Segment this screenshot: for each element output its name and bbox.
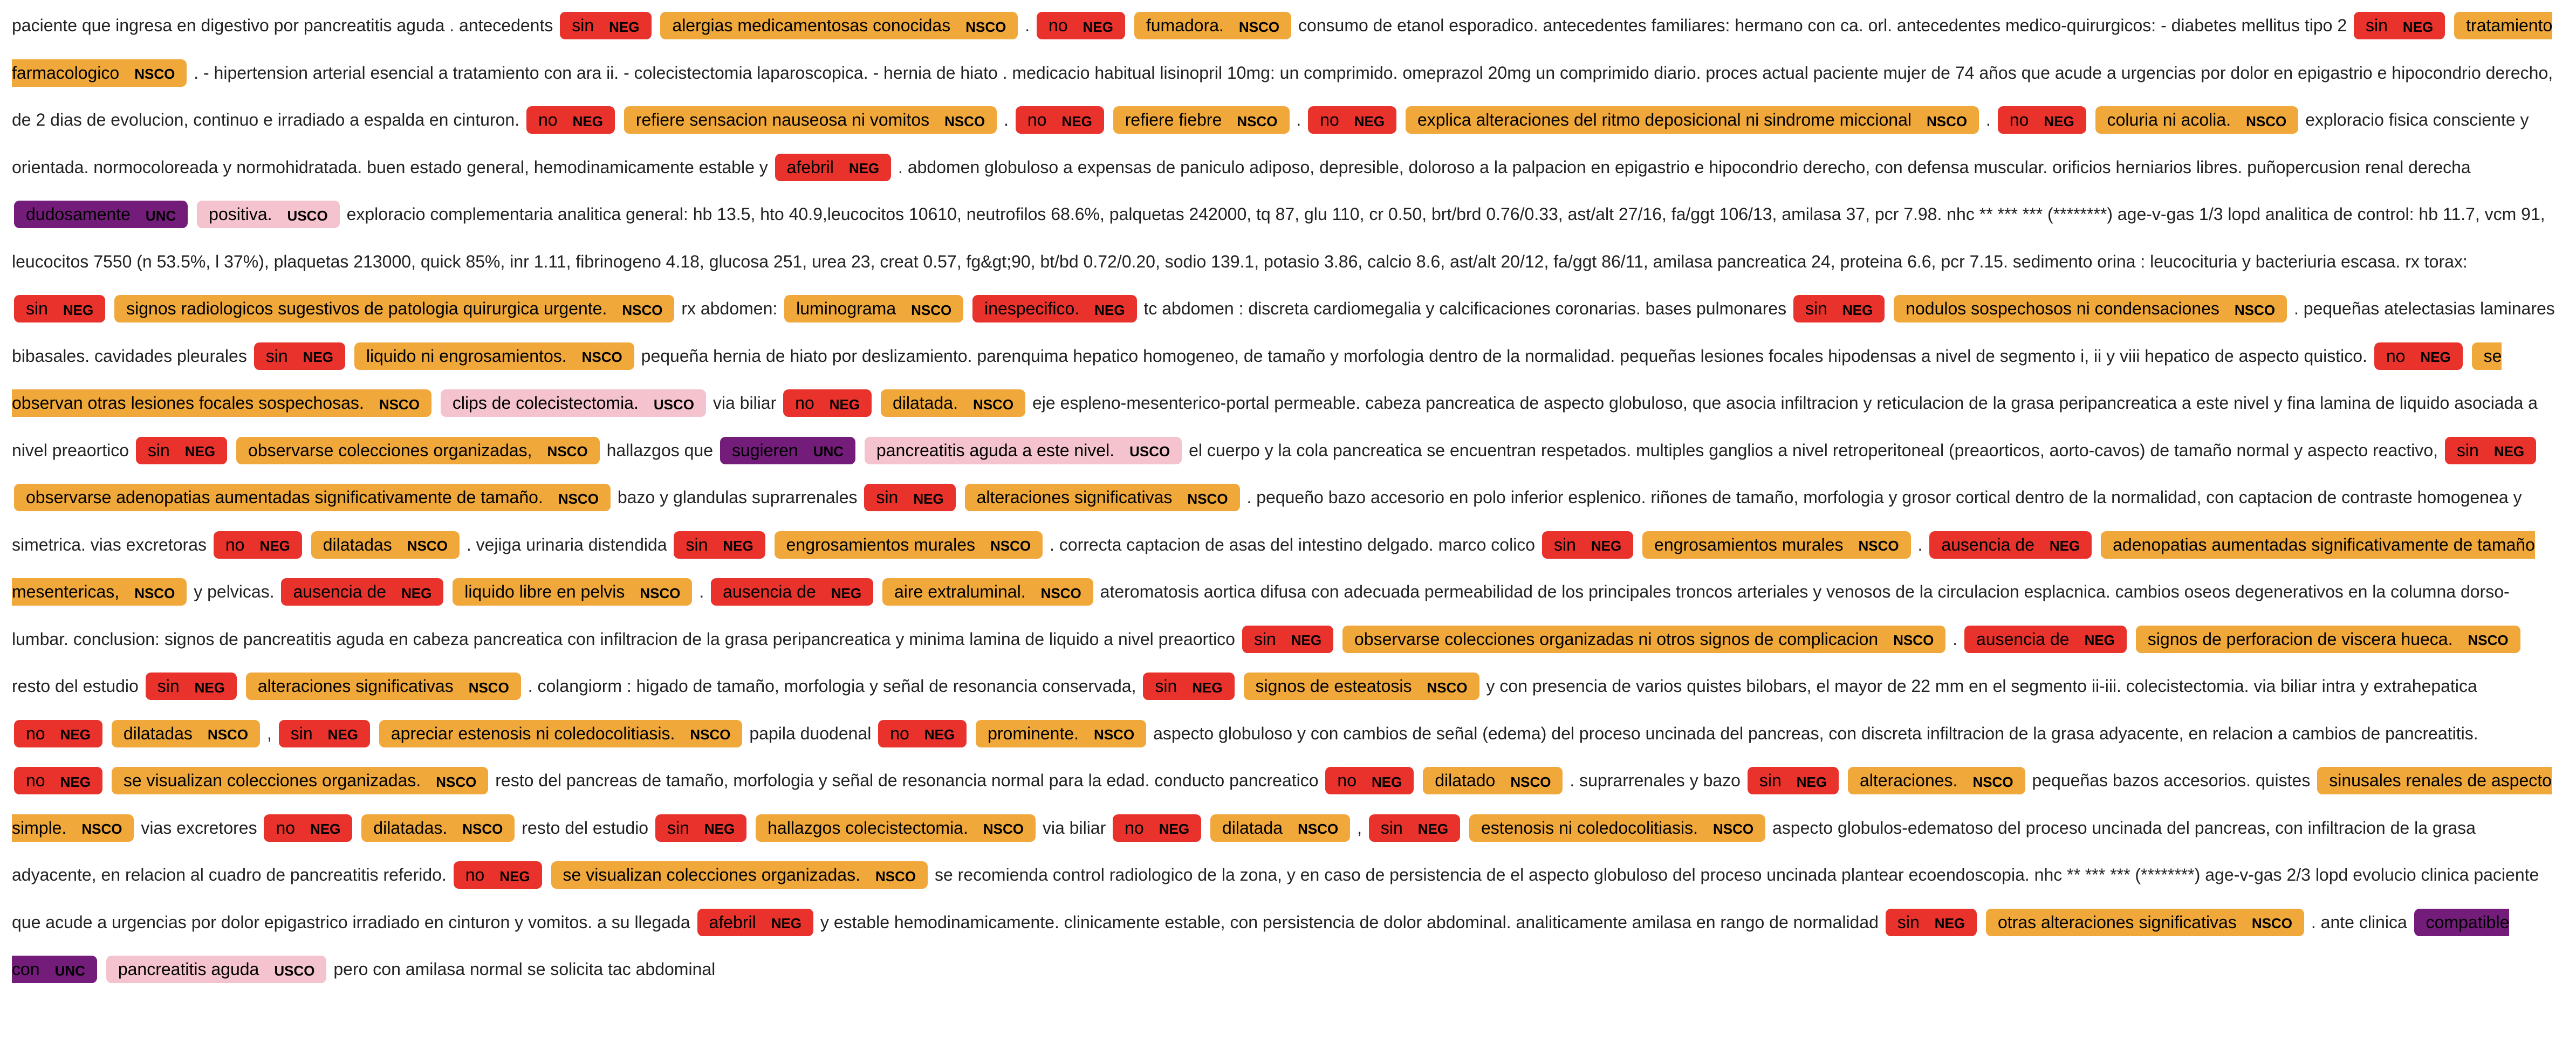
entity-mark-nsco [976,720,1146,747]
entity-label: NEG [2402,18,2434,35]
entity-mark-nsco [379,720,743,747]
entity-text: sinusales renales de aspecto simple. [12,771,2552,838]
entity-label: NEG [609,18,640,35]
entity-text: afebril [786,157,834,177]
entity-label: NSCO [690,726,731,743]
entity-mark-neg [1016,106,1104,134]
entity-text: sin [147,440,170,460]
entity-label: NSCO [2234,301,2276,318]
plain-text: resto del estudio [12,676,143,696]
entity-label: NSCO [972,396,1014,413]
entity-label: NEG [2044,113,2074,129]
entity-mark-nsco [112,720,260,747]
plain-text: eje espleno-mesenterico-portal permeable. cabeza pancreatica de aspecto globuloso, que asocia infiltracion y reticulacion de la grasa peripancreatica a este nivel y fina lamina de liquido asociada a nivel preaortico [12,393,2538,460]
entity-label: NEG [1061,113,1092,129]
entity-label: NEG [924,726,955,743]
entity-mark-neg [1998,106,2086,134]
entity-mark-unc [14,201,188,228]
entity-text: fumadora. [1146,16,1224,35]
entity-label: NSCO [2246,113,2287,129]
entity-label: NEG [1796,773,1827,790]
entity-text: se visualizan colecciones organizadas. [563,865,860,884]
plain-text: . vejiga urinaria distendida [466,534,672,554]
entity-label: USCO [1129,443,1170,460]
entity-text: sin [1897,912,1920,932]
entity-mark-nsco [1423,767,1563,794]
entity-mark-neg [775,154,892,181]
entity-text: prominente. [988,723,1079,743]
entity-mark-neg [674,531,765,559]
entity-label: NEG [1417,821,1449,838]
plain-text: tc abdomen : discreta cardiomegalia y calcificaciones coronarias. bases pulmonares [1143,299,1792,318]
entity-mark-usco [865,437,1182,464]
entity-label: NSCO [1858,538,1899,554]
entity-text: sin [876,488,899,507]
entity-label: NSCO [983,821,1024,838]
entity-text: nodulos sospechosos ni condensaciones [1906,299,2219,318]
plain-text: el cuerpo y la cola pancreatica se encuentran respetados. multiples ganglios a nivel retroperitoneal (preaorticos, aorto-cavos) de tamaño normal y aspecto reactivo, [1189,440,2443,460]
entity-text: no [1337,771,1357,790]
entity-text: afebril [709,912,756,932]
entity-text: inespecifico. [984,299,1080,318]
entity-label: NSCO [558,490,599,507]
plain-text: paciente que ingresa en digestivo por pancreatitis aguda . antecedents [12,16,558,35]
plain-text: . suprarrenales y bazo [1570,771,1745,790]
entity-mark-neg [1542,531,1633,559]
entity-text: aire extraluminal. [894,582,1026,601]
entity-mark-nsco [965,484,1240,511]
entity-text: no [795,393,814,413]
entity-text: no [276,818,296,838]
plain-text: . [1025,16,1035,35]
entity-label: NSCO [640,585,681,601]
entity-label: UNC [813,443,844,460]
entity-mark-nsco [114,295,674,322]
entity-label: NEG [401,585,432,601]
plain-text: . abdomen globuloso a expensas de paniculo adiposo, depresible, doloroso a la palpacion en epigastrio e hipocondrio derecho, con defensa muscular. orificios herniarios libres. puñopercusion renal derecha [898,157,2471,177]
entity-label: NSCO [468,679,509,696]
entity-mark-usco [197,201,340,228]
entity-text: alergias medicamentosas conocidas [672,16,951,35]
entity-text: luminograma [796,299,896,318]
entity-label: NSCO [547,443,588,460]
entity-text: sin [26,299,48,318]
entity-text: engrosamientos murales [1654,534,1844,554]
entity-mark-neg [1929,531,2092,559]
entity-label: USCO [653,396,694,413]
entity-text: no [1125,818,1144,838]
entity-mark-nsco [551,861,928,889]
entity-label: NEG [831,585,862,601]
entity-mark-neg [146,673,237,700]
entity-text: no [890,723,909,743]
entity-mark-nsco [112,767,489,794]
entity-mark-neg [279,720,370,747]
entity-label: NSCO [622,301,663,318]
plain-text: rx abdomen: [681,299,783,318]
plain-text: resto del pancreas de tamaño, morfologia y señal de resonancia normal para la edad. conducto pancreatico [495,771,1324,790]
entity-label: NSCO [207,726,249,743]
entity-mark-nsco [354,342,634,370]
entity-label: NSCO [1238,18,1280,35]
entity-mark-neg [254,342,345,370]
plain-text: aspecto globulos-edematoso del proceso uncinada del pancreas, con infiltracion de la grasa adyacente, en relacion al cuadro de pancreatitis referido. [12,818,2476,884]
entity-text: no [2386,346,2406,366]
entity-mark-neg [864,484,955,511]
entity-mark-nsco [2095,106,2299,134]
entity-text: ausencia de [723,582,816,601]
entity-mark-nsco [1134,12,1291,39]
plain-text: ateromatosis aortica difusa con adecuada permeabilidad de los principales troncos arteriales y venosos de la circulacion esplacnica. cambios oseos degenerativos en la columna dorso-lumbar. conclusion: signos de pancreatitis aguda en cabeza pancreatica con infiltracion de la grasa peripancreatica y minima lamina de liquido a nivel preaortico [12,582,2510,649]
entity-text: ausencia de [293,582,387,601]
entity-text: dilatado [1435,771,1496,790]
plain-text: exploracio fisica consciente y orientada. normocoloreada y normohidratada. buen estado general, hemodinamicamente estable y [12,110,2529,177]
entity-label: NSCO [1712,821,1754,838]
entity-text: coluria ni acolia. [2107,110,2231,129]
entity-mark-neg [2354,12,2445,39]
plain-text: pequeñas bazos accesorios. quistes [2032,771,2315,790]
entity-text: signos de perforacion de viscera hueca. [2147,629,2453,649]
entity-text: engrosamientos murales [786,534,976,554]
entity-label: NSCO [944,113,985,129]
entity-label: NEG [63,301,94,318]
entity-text: pancreatitis aguda a este nivel. [876,440,1115,460]
plain-text: . [1917,534,1928,554]
entity-label: NSCO [1927,113,1968,129]
plain-text: . pequeño bazo accesorio en polo inferior esplenico. riñones de tamaño, morfologia y grosor cortical dentro de la normalidad, con captacion de contraste homogenea y simetrica. vias excretoras [12,488,2522,554]
plain-text: y estable hemodinamicamente. clinicamente estable, con persistencia de dolor abdominal. analiticamente amilasa en rango de normalidad [820,912,1883,932]
entity-label: NSCO [1893,632,1934,649]
plain-text: , [266,723,277,743]
entity-mark-neg [14,295,105,322]
entity-label: NSCO [581,349,622,366]
entity-mark-neg [2374,342,2463,370]
entity-label: NSCO [1040,585,1081,601]
entity-label: NEG [1159,821,1190,838]
entity-label: NEG [771,915,802,932]
plain-text: se recomienda control radiologico de la zona, y en caso de persistencia de el aspecto globuloso del proceso uncinada plantear ecoendoscopia. nhc ** *** *** (********) age-v-gas 2/3 lopd evolucio clinica paciente que acude a urgencias por dolor epigastrico irradiado en cinturon y vomitos. a su llegada [12,865,2539,932]
plain-text: pero con amilasa normal se solicita tac abdominal [333,959,716,979]
entity-text: sin [2366,16,2388,35]
entity-label: NEG [913,490,944,507]
plain-text: . [1986,110,1996,129]
entity-label: NSCO [1187,490,1228,507]
entity-mark-nsco [1406,106,1979,134]
entity-label: NEG [1842,301,1873,318]
entity-text: sin [1759,771,1782,790]
entity-mark-nsco [311,531,460,559]
entity-text: no [26,723,45,743]
entity-label: NEG [1192,679,1223,696]
entity-text: sin [290,723,313,743]
entity-text: no [1320,110,1339,129]
plain-text: y pelvicas. [194,582,279,601]
entity-mark-nsco [14,484,611,511]
entity-mark-nsco [1848,767,2025,794]
entity-label: NEG [572,113,603,129]
plain-text: aspecto globuloso y con cambios de señal (edema) del proceso uncinada del pancreas, con discreta infiltracion de la grasa adyacente, en relacion a cambios de pancreatitis. [1153,723,2478,743]
entity-mark-nsco [1986,909,2304,936]
entity-label: NEG [259,538,290,554]
entity-mark-nsco [1469,814,1765,842]
entity-text: observarse colecciones organizadas ni otros signos de complicacion [1354,629,1879,649]
entity-label: NEG [310,821,341,838]
entity-mark-neg [1964,626,2127,653]
plain-text: pequeña hernia de hiato por deslizamiento. parenquima hepatico homogeneo, de tamaño y morfologia dentro de la normalidad. pequeñas lesiones focales hipodensas a nivel de segmento i, ii y viii hepatico de aspecto quistico. [641,346,2372,366]
entity-mark-nsco [784,295,963,322]
entity-mark-usco [441,389,706,417]
plain-text: . correcta captacion de asas del intestino delgado. marco colico [1050,534,1540,554]
entity-label: NSCO [1298,821,1339,838]
plain-text: hallazgos que [606,440,718,460]
entity-text: refiere fiebre [1125,110,1222,129]
entity-text: dilatadas [323,534,392,554]
entity-label: UNC [54,962,85,979]
plain-text: exploracio complementaria analitica general: hb 13.5, hto 40.9,leucocitos 10610, neutrofilos 68.6%, palquetas 242000, tq 87, glu 110, cr 0.50, brt/brd 0.76/0.33, ast/alt 27/16, fa/ggt 106/13, amilasa 37, pcr 7.98. nhc ** *** *** (********) age-v-gas 1/3 lopd analitica de control: hb 11.7, vcm 91, leucocitos 7550 (n 53.5%, l 37%), plaquetas 213000, quick 85%, inr 1.11, fibrinogeno 4.18, glucosa 251, urea 23, creat 0.57, fg&gt;90, bt/bd 0.72/0.20, sodio 139.1, potasio 3.86, calcio 8.6, ast/alt 20/12, fa/ggt 86/11, amilasa pancreatica 24, proteina 6.6, pcr 7.15. sedimento orina : leucocituria y bacteriuria escasa. rx torax: [12,204,2545,271]
plain-text: . colangiorm : higado de tamaño, morfologia y señal de resonancia conservada, [527,676,1141,696]
entity-mark-nsco [881,389,1025,417]
entity-label: NEG [60,773,91,790]
entity-mark-nsco [660,12,1018,39]
entity-text: ausencia de [1941,534,2034,554]
entity-mark-neg [1308,106,1396,134]
entity-label: USCO [274,962,315,979]
plain-text: . ante clinica [2311,912,2412,932]
plain-text: resto del estudio [522,818,653,838]
entity-text: liquido ni engrosamientos. [366,346,567,366]
entity-text: observarse adenopatias aumentadas significativamente de tamaño. [26,488,543,507]
entity-label: NSCO [1237,113,1278,129]
entity-text: adenopatias aumentadas significativamente de tamaño mesentericas, [12,534,2535,601]
plain-text: . [699,582,709,601]
entity-label: NEG [1291,632,1322,649]
entity-label: USCO [287,207,328,224]
entity-text: no [465,865,485,884]
entity-label: NSCO [134,585,175,601]
entity-mark-nsco [1210,814,1350,842]
entity-mark-neg [1143,673,1234,700]
entity-mark-neg [972,295,1136,322]
entity-text: hallazgos colecistectomia. [768,818,968,838]
entity-label: NEG [2420,349,2451,366]
entity-text: sin [686,534,708,554]
plain-text: vias excretores [141,818,262,838]
entity-mark-nsco [624,106,997,134]
entity-label: NSCO [990,538,1031,554]
entity-label: NSCO [1427,679,1468,696]
plain-text: , [1357,818,1367,838]
entity-text: sin [2456,440,2479,460]
entity-mark-neg [526,106,615,134]
entity-text: no [26,771,45,790]
entity-label: NSCO [134,66,175,83]
entity-text: dilatada [1222,818,1283,838]
entity-text: tratamiento farmacologico [12,16,2553,83]
plain-text: papila duodenal [749,723,876,743]
entity-mark-nsco [1642,531,1911,559]
entity-text: no [1049,16,1068,35]
entity-label: NEG [60,726,91,743]
entity-mark-nsco [775,531,1043,559]
entity-label: NEG [2084,632,2115,649]
entity-mark-neg [2445,437,2536,464]
entity-label: NSCO [2468,632,2509,649]
plain-text: y con presencia de varios quistes bilobars, el mayor de 22 mm en el segmento ii-iii. colecistectomia. via biliar intra y extrahepatica [1486,676,2477,696]
entity-mark-neg [655,814,746,842]
entity-label: NEG [1591,538,1622,554]
entity-text: signos de esteatosis [1255,676,1412,696]
entity-label: NSCO [462,821,503,838]
entity-label: NSCO [911,301,952,318]
entity-label: NEG [499,868,530,884]
entity-label: NEG [1083,18,1113,35]
entity-label: NEG [1094,301,1125,318]
entity-mark-nsco [1244,673,1479,700]
entity-label: NSCO [407,538,448,554]
entity-text: alteraciones significativas [257,676,454,696]
entity-text: sin [157,676,180,696]
entity-label: NEG [704,821,735,838]
entity-mark-neg [878,720,967,747]
entity-text: sin [1553,534,1576,554]
plain-text: via biliar [1042,818,1111,838]
entity-mark-nsco [246,673,521,700]
entity-mark-nsco [236,437,600,464]
entity-text: estenosis ni coledocolitiasis. [1481,818,1698,838]
entity-text: sin [1155,676,1177,696]
entity-text: no [1027,110,1047,129]
entity-mark-nsco [2136,626,2520,653]
entity-text: dilatada. [892,393,958,413]
plain-text: . - hipertension arterial esencial a tratamiento con ara ii. - colecistectomia laparoscopica. - hernia de hiato . medicacio habitual lisinopril 10mg: un comprimido. omeprazol 20mg un comprimido diario. proces actual paciente mujer de 74 años que acude a urgencias por dolor en epigastrio e hipocondrio derecho, de 2 dias de evolucion, continuo e irradiado a espalda en cinturon. [12,63,2553,129]
entity-text: sugieren [731,440,798,460]
entity-label: NEG [184,443,216,460]
entity-label: NSCO [1510,773,1551,790]
entity-label: NSCO [436,773,477,790]
entity-label: NEG [2493,443,2525,460]
entity-mark-neg [14,767,102,794]
plain-text: . [1004,110,1013,129]
entity-text: clips de colecistectomia. [452,393,639,413]
entity-mark-neg [1113,814,1201,842]
entity-text: sin [1380,818,1403,838]
entity-label: NEG [1354,113,1385,129]
entity-text: sin [265,346,288,366]
entity-mark-neg [454,861,542,889]
entity-mark-neg [264,814,352,842]
entity-text: pancreatitis aguda [118,959,259,979]
entity-mark-neg [1886,909,1977,936]
entity-mark-neg [783,389,872,417]
entity-text: signos radiologicos sugestivos de patologia quirurgica urgente. [126,299,607,318]
entity-label: NEG [848,160,880,177]
entity-mark-neg [281,578,443,606]
entity-text: dilatadas [123,723,193,743]
entity-text: compatible con [12,912,2510,979]
entity-mark-unc [720,437,855,464]
entity-text: sin [667,818,689,838]
entity-mark-usco [106,956,327,983]
entity-label: NEG [1372,773,1402,790]
entity-label: NEG [194,679,225,696]
entity-text: sin [572,16,594,35]
entity-text: ausencia de [1976,629,2070,649]
entity-text: alteraciones significativas [976,488,1173,507]
entity-label: NSCO [1094,726,1135,743]
entity-mark-nsco [1113,106,1290,134]
entity-text: sin [1805,299,1827,318]
entity-text: sin [1253,629,1276,649]
entity-label: UNC [145,207,176,224]
plain-text: . [1296,110,1306,129]
entity-mark-neg [1325,767,1414,794]
entity-mark-neg [711,578,873,606]
entity-text: alteraciones. [1860,771,1958,790]
plain-text: . pequeñas atelectasias laminares bibasales. cavidades pleurales [12,299,2555,366]
entity-mark-neg [1793,295,1885,322]
entity-label: NSCO [81,821,122,838]
entity-label: NEG [2049,538,2080,554]
entity-mark-neg [1369,814,1460,842]
entity-mark-nsco [756,814,1036,842]
entity-label: NSCO [875,868,916,884]
entity-mark-neg [214,531,302,559]
entity-text: observarse colecciones organizadas, [248,440,532,460]
entity-mark-neg [136,437,227,464]
plain-text: . [1952,629,1962,649]
entity-text: se observan otras lesiones focales sospechosas. [12,346,2502,413]
entity-mark-neg [1748,767,1839,794]
entity-text: no [538,110,558,129]
entity-text: se visualizan colecciones organizadas. [123,771,421,790]
entity-mark-neg [697,909,814,936]
entity-label: NEG [327,726,358,743]
entity-mark-neg [14,720,102,747]
entity-label: NEG [723,538,753,554]
entity-mark-nsco [1342,626,1945,653]
entity-text: refiere sensacion nauseosa ni vomitos [635,110,930,129]
entity-label: NSCO [2251,915,2292,932]
entity-mark-neg [560,12,651,39]
entity-mark-nsco [453,578,692,606]
entity-text: liquido libre en pelvis [464,582,625,601]
entity-mark-nsco [882,578,1093,606]
entity-mark-neg [1242,626,1333,653]
entity-label: NEG [303,349,333,366]
entity-text: otras alteraciones significativas [1997,912,2237,932]
entity-mark-nsco [361,814,515,842]
entity-label: NSCO [965,18,1006,35]
entity-mark-nsco [1894,295,2287,322]
entity-label: NEG [1934,915,1965,932]
entity-text: explica alteraciones del ritmo deposicional ni sindrome miccional [1417,110,1912,129]
plain-text: consumo de etanol esporadico. antecedentes familiares: hermano con ca. orl. antecedentes medico-quirurgicos: - diabetes mellitus tipo 2 [1298,16,2352,35]
plain-text: via biliar [712,393,782,413]
entity-label: NEG [829,396,860,413]
entity-text: positiva. [209,204,272,224]
entity-text: no [2009,110,2029,129]
entity-text: dilatadas. [373,818,448,838]
entity-text: no [225,534,245,554]
plain-text: bazo y glandulas suprarrenales [617,488,862,507]
entity-text: apreciar estenosis ni coledocolitiasis. [390,723,675,743]
entity-label: NSCO [1972,773,2013,790]
entity-mark-neg [1037,12,1125,39]
entity-label: NSCO [379,396,420,413]
entity-text: dudosamente [26,204,131,224]
